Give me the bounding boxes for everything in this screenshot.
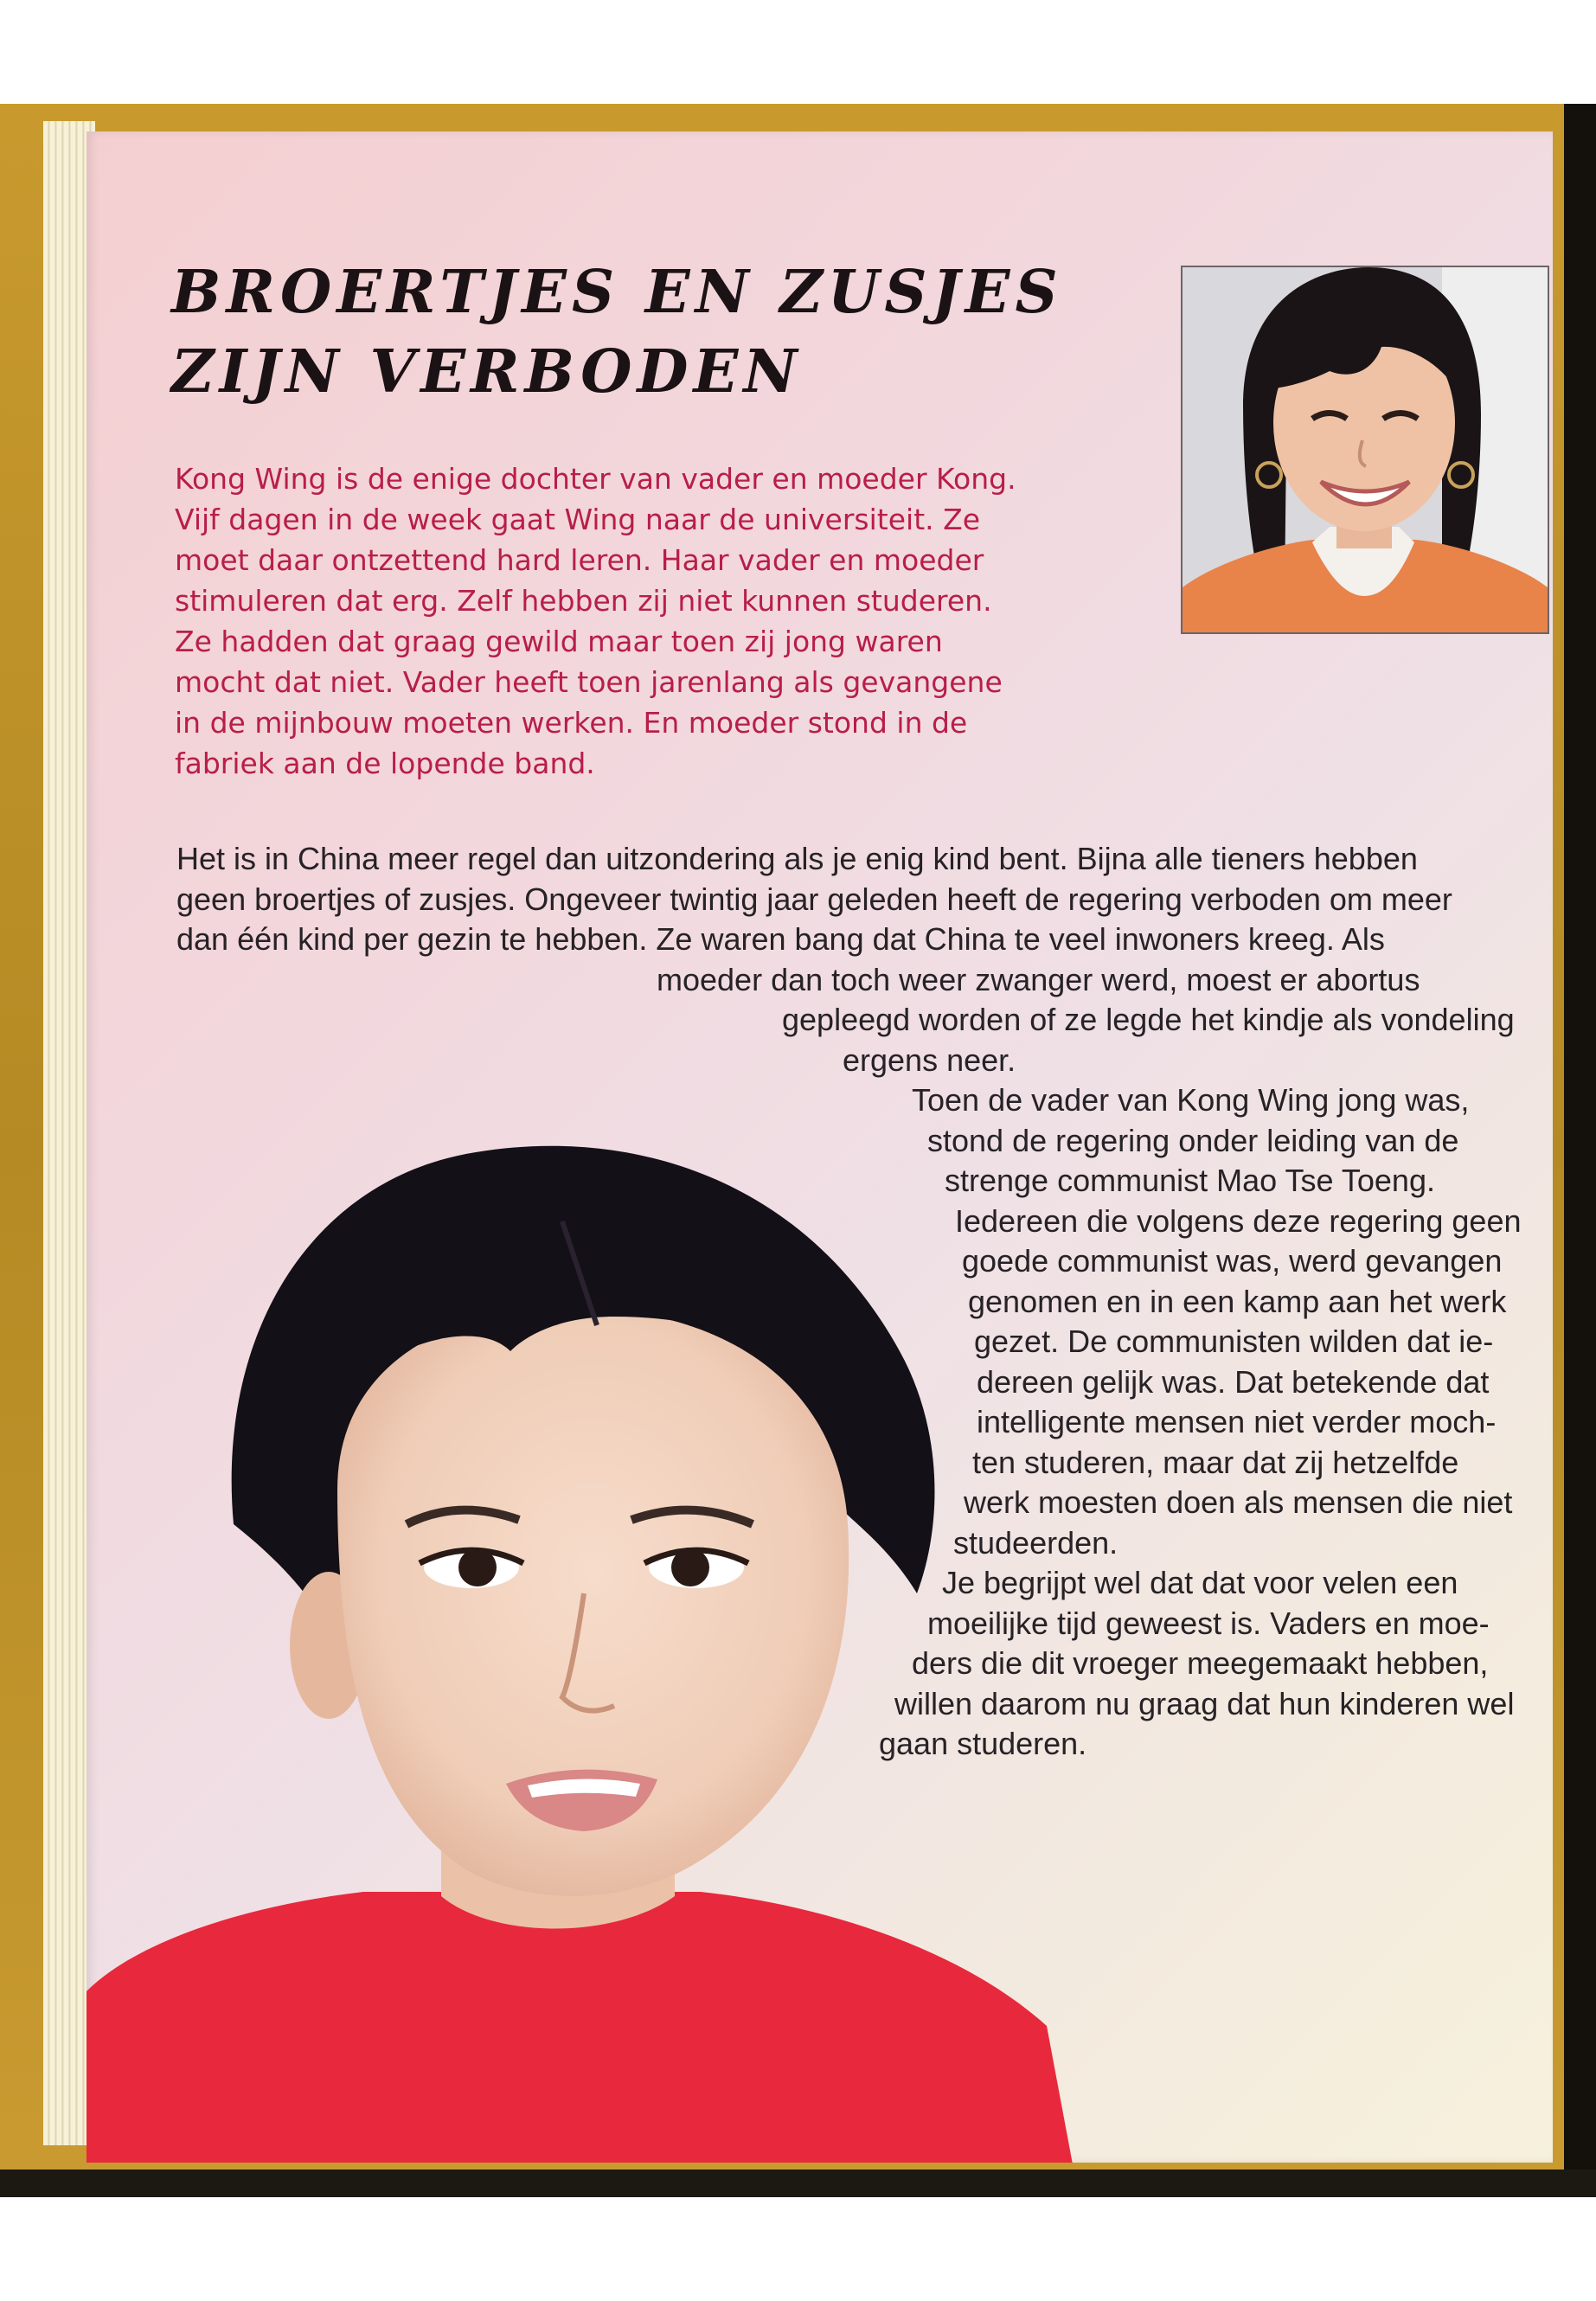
intro-line: mocht dat niet. Vader heeft toen jarenlang als gevangene <box>175 665 1003 699</box>
intro-line: moet daar ontzettend hard leren. Haar vader en moeder <box>175 543 984 577</box>
photo-kong-wing <box>1181 266 1549 634</box>
body-line: gepleegd worden of ze legde het kindje als vondeling <box>782 1002 1515 1037</box>
intro-paragraph <box>175 458 1178 784</box>
body-line: strenge communist Mao Tse Toeng. <box>945 1163 1435 1198</box>
article-title <box>171 253 1088 412</box>
body-line: Het is in China meer regel dan uitzondering als je enig kind bent. Bijna alle tieners hebben <box>176 841 1418 876</box>
intro-line: fabriek aan de lopende band. <box>175 747 595 780</box>
body-line: genomen en in een kamp aan het werk <box>968 1283 1507 1319</box>
intro-line: Vijf dagen in de week gaat Wing naar de universiteit. Ze <box>175 503 981 536</box>
title-line-1: BROERTJES EN ZUSJES <box>171 258 1063 327</box>
body-line: studeerden. <box>953 1524 1118 1561</box>
body-line: willen daarom nu graag dat hun kinderen wel <box>894 1685 1515 1721</box>
kong-wing-portrait-illustration <box>1183 267 1548 632</box>
cover-edge-bottom <box>0 2170 1596 2197</box>
body-text <box>176 839 1553 1765</box>
body-line: goede communist was, werd gevangen <box>962 1243 1503 1279</box>
body-line: Toen de vader van Kong Wing jong was, <box>912 1082 1470 1118</box>
body-line: werk moesten doen als mensen die niet <box>964 1484 1513 1520</box>
body-line: stond de regering onder leiding van de <box>927 1122 1459 1158</box>
body-line: gaan studeren. <box>879 1726 1087 1761</box>
body-line: dereen gelijk was. Dat betekende dat <box>977 1363 1490 1400</box>
body-line: intelligente mensen niet verder moch- <box>977 1404 1497 1439</box>
body-line: ten studeren, maar dat zij hetzelfde <box>972 1444 1459 1480</box>
body-line: Iedereen die volgens deze regering geen <box>955 1202 1522 1239</box>
body-line: geen broertjes of zusjes. Ongeveer twintig jaar geleden heeft de regering verboden om meer <box>176 881 1452 917</box>
body-line: moeder dan toch weer zwanger werd, moest er abortus <box>657 961 1420 997</box>
intro-line: stimuleren dat erg. Zelf hebben zij niet kunnen studeren. <box>175 584 992 618</box>
body-line: dan één kind per gezin te hebben. Ze waren bang dat China te veel inwoners kreeg. Als <box>176 921 1385 957</box>
body-line: gezet. De communisten wilden dat ie- <box>974 1324 1494 1359</box>
intro-line: Kong Wing is de enige dochter van vader en moeder Kong. <box>175 462 1016 496</box>
intro-line: in de mijnbouw moeten werken. En moeder stond in de <box>175 706 968 740</box>
body-line: ders die dit vroeger meegemaakt hebben, <box>912 1645 1489 1681</box>
intro-line: Ze hadden dat graag gewild maar toen zij jong waren <box>175 625 943 658</box>
body-line: Je begrijpt wel dat dat voor velen een <box>942 1565 1458 1600</box>
book-page <box>87 131 1553 2163</box>
body-line: moeilijke tijd geweest is. Vaders en moe- <box>927 1605 1490 1641</box>
title-line-2: ZIJN VERBODEN <box>171 337 803 407</box>
cover-edge-right <box>1564 104 1596 2197</box>
body-line: ergens neer. <box>843 1042 1016 1078</box>
